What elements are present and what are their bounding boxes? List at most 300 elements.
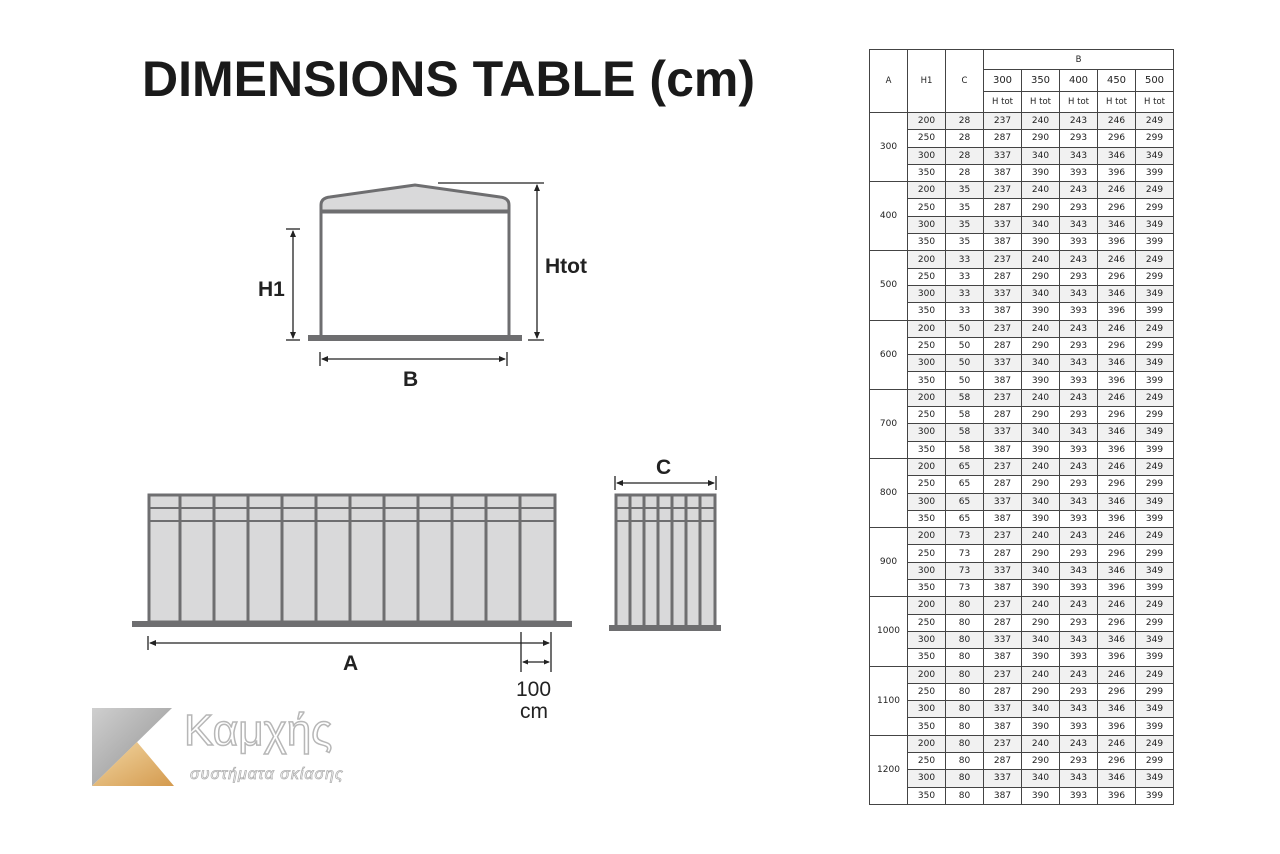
dimensions-table [869,49,1174,805]
htot-value-cell: 293 [1060,476,1098,493]
h1-value-cell: 200 [908,113,946,130]
htot-value-cell: 396 [1098,718,1136,735]
header-b: B [984,50,1174,70]
htot-value-cell: 237 [984,389,1022,406]
htot-value-cell: 346 [1098,770,1136,787]
htot-value-cell: 240 [1022,597,1060,614]
h1-value-cell: 200 [908,320,946,337]
htot-value-cell: 290 [1022,337,1060,354]
htot-value-cell: 387 [984,234,1022,251]
h1-value-cell: 350 [908,372,946,389]
htot-value-cell: 343 [1060,562,1098,579]
h1-value-cell: 350 [908,441,946,458]
htot-value-cell: 387 [984,164,1022,181]
a-value-cell: 400 [870,182,908,251]
htot-value-cell: 399 [1136,787,1174,804]
htot-value-cell: 396 [1098,787,1136,804]
htot-value-cell: 293 [1060,614,1098,631]
h1-value-cell: 250 [908,545,946,562]
h1-value-cell: 300 [908,562,946,579]
table-row [870,476,1174,493]
h1-value-cell: 350 [908,234,946,251]
htot-value-cell: 393 [1060,372,1098,389]
htot-value-cell: 240 [1022,735,1060,752]
htot-value-cell: 343 [1060,216,1098,233]
htot-value-cell: 396 [1098,580,1136,597]
htot-value-cell: 349 [1136,701,1174,718]
htot-value-cell: 387 [984,649,1022,666]
htot-value-cell: 343 [1060,631,1098,648]
htot-value-cell: 246 [1098,320,1136,337]
h1-value-cell: 300 [908,770,946,787]
htot-value-cell: 399 [1136,580,1174,597]
htot-value-cell: 349 [1136,355,1174,372]
c-value-cell: 80 [946,614,984,631]
h1-value-cell: 350 [908,303,946,320]
h1-value-cell: 200 [908,666,946,683]
htot-value-cell: 349 [1136,147,1174,164]
c-value-cell: 73 [946,528,984,545]
table-row [870,493,1174,510]
htot-value-cell: 287 [984,752,1022,769]
table-row [870,787,1174,804]
htot-value-cell: 296 [1098,545,1136,562]
table-row [870,631,1174,648]
table-row [870,268,1174,285]
c-value-cell: 65 [946,493,984,510]
htot-value-cell: 296 [1098,752,1136,769]
table-row [870,164,1174,181]
a-label: A [343,652,359,675]
htot-value-cell: 396 [1098,303,1136,320]
table-row [870,337,1174,354]
table-row [870,649,1174,666]
c-value-cell: 28 [946,147,984,164]
htot-value-cell: 337 [984,493,1022,510]
htot-value-cell: 249 [1136,666,1174,683]
htot-value-cell: 296 [1098,476,1136,493]
logo-subtitle: συστήματα σκίασης [190,766,344,783]
htot-value-cell: 237 [984,320,1022,337]
header-htot: H tot [1136,92,1174,113]
c-value-cell: 58 [946,407,984,424]
htot-value-cell: 399 [1136,234,1174,251]
htot-value-cell: 287 [984,476,1022,493]
table-row [870,735,1174,752]
htot-value-cell: 243 [1060,182,1098,199]
htot-value-cell: 240 [1022,113,1060,130]
htot-value-cell: 243 [1060,528,1098,545]
table-row [870,424,1174,441]
h1-value-cell: 200 [908,389,946,406]
h1-value-cell: 250 [908,199,946,216]
offset-unit-label: cm [520,700,548,723]
htot-value-cell: 343 [1060,493,1098,510]
htot-value-cell: 240 [1022,528,1060,545]
h1-value-cell: 200 [908,251,946,268]
a-value-cell: 1000 [870,597,908,666]
logo-mark-icon [92,706,182,788]
htot-value-cell: 337 [984,285,1022,302]
h1-value-cell: 200 [908,458,946,475]
htot-value-cell: 393 [1060,649,1098,666]
htot-value-cell: 246 [1098,182,1136,199]
table-row [870,701,1174,718]
c-value-cell: 35 [946,216,984,233]
brand-logo [92,706,392,796]
htot-value-cell: 396 [1098,510,1136,527]
htot-value-cell: 390 [1022,580,1060,597]
h1-value-cell: 250 [908,476,946,493]
htot-value-cell: 346 [1098,355,1136,372]
htot-value-cell: 390 [1022,787,1060,804]
htot-value-cell: 287 [984,268,1022,285]
h1-value-cell: 250 [908,407,946,424]
h1-value-cell: 200 [908,735,946,752]
htot-value-cell: 399 [1136,718,1174,735]
h1-value-cell: 250 [908,268,946,285]
htot-value-cell: 249 [1136,251,1174,268]
htot-value-cell: 287 [984,614,1022,631]
h1-value-cell: 200 [908,182,946,199]
h1-value-cell: 350 [908,580,946,597]
htot-value-cell: 293 [1060,545,1098,562]
htot-value-cell: 290 [1022,407,1060,424]
htot-value-cell: 246 [1098,458,1136,475]
htot-value-cell: 287 [984,407,1022,424]
htot-value-cell: 243 [1060,666,1098,683]
c-value-cell: 50 [946,355,984,372]
table-row [870,372,1174,389]
header-a: A [870,50,908,113]
htot-value-cell: 387 [984,441,1022,458]
htot-value-cell: 337 [984,701,1022,718]
a-value-cell: 300 [870,113,908,182]
c-value-cell: 35 [946,234,984,251]
htot-value-cell: 243 [1060,251,1098,268]
htot-value-cell: 340 [1022,285,1060,302]
h1-value-cell: 250 [908,337,946,354]
header-c: C [946,50,984,113]
c-value-cell: 80 [946,770,984,787]
htot-value-cell: 237 [984,597,1022,614]
htot-value-cell: 343 [1060,285,1098,302]
table-row [870,182,1174,199]
table-row [870,458,1174,475]
htot-value-cell: 393 [1060,580,1098,597]
c-value-cell: 80 [946,752,984,769]
htot-value-cell: 243 [1060,389,1098,406]
c-value-cell: 73 [946,580,984,597]
c-value-cell: 80 [946,649,984,666]
table-row [870,770,1174,787]
htot-value-cell: 346 [1098,631,1136,648]
htot-value-cell: 246 [1098,735,1136,752]
table-row [870,683,1174,700]
h1-value-cell: 350 [908,510,946,527]
htot-value-cell: 390 [1022,718,1060,735]
h1-value-cell: 350 [908,164,946,181]
a-value-cell: 500 [870,251,908,320]
h1-value-cell: 300 [908,493,946,510]
htot-value-cell: 337 [984,562,1022,579]
htot-value-cell: 296 [1098,199,1136,216]
htot-value-cell: 340 [1022,493,1060,510]
htot-value-cell: 399 [1136,441,1174,458]
htot-value-cell: 337 [984,424,1022,441]
header-b-value: 350 [1022,70,1060,92]
table-row [870,614,1174,631]
htot-value-cell: 346 [1098,216,1136,233]
htot-value-cell: 243 [1060,597,1098,614]
h1-value-cell: 300 [908,631,946,648]
h1-value-cell: 300 [908,355,946,372]
table-row [870,251,1174,268]
htot-value-cell: 249 [1136,528,1174,545]
a-value-cell: 900 [870,528,908,597]
htot-value-cell: 337 [984,631,1022,648]
c-value-cell: 73 [946,562,984,579]
htot-value-cell: 349 [1136,562,1174,579]
c-value-cell: 80 [946,718,984,735]
c-value-cell: 80 [946,787,984,804]
c-value-cell: 58 [946,441,984,458]
htot-value-cell: 349 [1136,493,1174,510]
htot-value-cell: 287 [984,337,1022,354]
h1-value-cell: 250 [908,614,946,631]
header-b-value: 400 [1060,70,1098,92]
htot-value-cell: 249 [1136,113,1174,130]
c-value-cell: 28 [946,164,984,181]
table-row [870,216,1174,233]
table-row [870,580,1174,597]
offset-value-label: 100 [516,678,552,701]
htot-value-cell: 393 [1060,441,1098,458]
htot-value-cell: 293 [1060,130,1098,147]
htot-value-cell: 387 [984,787,1022,804]
c-value-cell: 28 [946,130,984,147]
htot-value-cell: 290 [1022,199,1060,216]
c-value-cell: 58 [946,389,984,406]
htot-value-cell: 237 [984,458,1022,475]
htot-value-cell: 243 [1060,320,1098,337]
htot-value-cell: 240 [1022,320,1060,337]
h1-value-cell: 300 [908,285,946,302]
side-view-drawing [132,495,572,672]
front-view-drawing [286,183,544,366]
htot-value-cell: 393 [1060,234,1098,251]
table-row [870,234,1174,251]
table-row [870,113,1174,130]
header-b-value: 450 [1098,70,1136,92]
table-row [870,441,1174,458]
htot-value-cell: 243 [1060,458,1098,475]
dimensions-table-body [870,113,1174,805]
htot-value-cell: 399 [1136,303,1174,320]
htot-value-cell: 349 [1136,216,1174,233]
c-value-cell: 65 [946,476,984,493]
htot-value-cell: 249 [1136,389,1174,406]
c-label: C [656,456,672,479]
htot-value-cell: 246 [1098,389,1136,406]
header-htot: H tot [1060,92,1098,113]
htot-value-cell: 240 [1022,458,1060,475]
table-row [870,147,1174,164]
htot-label: Htot [545,255,587,278]
htot-value-cell: 343 [1060,770,1098,787]
htot-value-cell: 340 [1022,424,1060,441]
htot-value-cell: 296 [1098,407,1136,424]
htot-value-cell: 337 [984,147,1022,164]
htot-value-cell: 399 [1136,649,1174,666]
htot-value-cell: 349 [1136,770,1174,787]
htot-value-cell: 246 [1098,113,1136,130]
htot-value-cell: 340 [1022,701,1060,718]
end-view-drawing [609,476,721,631]
htot-value-cell: 249 [1136,458,1174,475]
htot-value-cell: 290 [1022,476,1060,493]
c-value-cell: 80 [946,631,984,648]
h1-label: H1 [258,278,285,301]
htot-value-cell: 340 [1022,562,1060,579]
table-row [870,528,1174,545]
htot-value-cell: 387 [984,303,1022,320]
htot-value-cell: 387 [984,510,1022,527]
htot-value-cell: 299 [1136,130,1174,147]
htot-value-cell: 237 [984,182,1022,199]
htot-value-cell: 390 [1022,372,1060,389]
c-value-cell: 80 [946,735,984,752]
htot-value-cell: 396 [1098,164,1136,181]
htot-value-cell: 249 [1136,320,1174,337]
htot-value-cell: 390 [1022,649,1060,666]
htot-value-cell: 290 [1022,268,1060,285]
htot-value-cell: 393 [1060,510,1098,527]
htot-value-cell: 343 [1060,355,1098,372]
htot-value-cell: 390 [1022,303,1060,320]
a-value-cell: 1100 [870,666,908,735]
b-label: B [403,368,419,391]
htot-value-cell: 293 [1060,337,1098,354]
table-row [870,407,1174,424]
header-b-value: 500 [1136,70,1174,92]
htot-value-cell: 343 [1060,424,1098,441]
table-row [870,199,1174,216]
h1-value-cell: 300 [908,424,946,441]
htot-value-cell: 237 [984,113,1022,130]
htot-value-cell: 393 [1060,718,1098,735]
table-row [870,320,1174,337]
htot-value-cell: 387 [984,580,1022,597]
htot-value-cell: 299 [1136,199,1174,216]
c-value-cell: 33 [946,251,984,268]
htot-value-cell: 396 [1098,441,1136,458]
table-row [870,389,1174,406]
c-value-cell: 33 [946,285,984,302]
htot-value-cell: 290 [1022,545,1060,562]
htot-value-cell: 290 [1022,130,1060,147]
htot-value-cell: 390 [1022,441,1060,458]
a-value-cell: 1200 [870,735,908,804]
c-value-cell: 65 [946,510,984,527]
htot-value-cell: 343 [1060,701,1098,718]
c-value-cell: 50 [946,372,984,389]
htot-value-cell: 237 [984,735,1022,752]
htot-value-cell: 299 [1136,268,1174,285]
table-row [870,355,1174,372]
htot-value-cell: 387 [984,372,1022,389]
htot-value-cell: 249 [1136,597,1174,614]
table-row [870,752,1174,769]
htot-value-cell: 237 [984,666,1022,683]
page-title: DIMENSIONS TABLE (cm) [142,51,755,107]
htot-value-cell: 293 [1060,407,1098,424]
htot-value-cell: 349 [1136,424,1174,441]
header-htot: H tot [1098,92,1136,113]
a-value-cell: 800 [870,458,908,527]
htot-value-cell: 337 [984,216,1022,233]
htot-value-cell: 343 [1060,147,1098,164]
htot-value-cell: 399 [1136,510,1174,527]
c-value-cell: 80 [946,683,984,700]
htot-value-cell: 396 [1098,234,1136,251]
htot-value-cell: 237 [984,251,1022,268]
htot-value-cell: 296 [1098,337,1136,354]
htot-value-cell: 396 [1098,372,1136,389]
c-value-cell: 65 [946,458,984,475]
htot-value-cell: 293 [1060,268,1098,285]
htot-value-cell: 340 [1022,355,1060,372]
htot-value-cell: 346 [1098,562,1136,579]
htot-value-cell: 299 [1136,545,1174,562]
c-value-cell: 50 [946,320,984,337]
htot-value-cell: 299 [1136,614,1174,631]
c-value-cell: 33 [946,303,984,320]
htot-value-cell: 299 [1136,476,1174,493]
h1-value-cell: 250 [908,130,946,147]
h1-value-cell: 300 [908,147,946,164]
htot-value-cell: 299 [1136,337,1174,354]
htot-value-cell: 393 [1060,303,1098,320]
htot-value-cell: 296 [1098,683,1136,700]
h1-value-cell: 350 [908,649,946,666]
c-value-cell: 80 [946,666,984,683]
h1-value-cell: 350 [908,787,946,804]
htot-value-cell: 340 [1022,147,1060,164]
table-row [870,718,1174,735]
header-htot: H tot [1022,92,1060,113]
htot-value-cell: 240 [1022,666,1060,683]
htot-value-cell: 349 [1136,285,1174,302]
htot-value-cell: 243 [1060,113,1098,130]
htot-value-cell: 293 [1060,752,1098,769]
c-value-cell: 80 [946,701,984,718]
htot-value-cell: 349 [1136,631,1174,648]
c-value-cell: 50 [946,337,984,354]
htot-value-cell: 390 [1022,234,1060,251]
header-h1: H1 [908,50,946,113]
table-row [870,285,1174,302]
htot-value-cell: 390 [1022,164,1060,181]
htot-value-cell: 246 [1098,528,1136,545]
h1-value-cell: 250 [908,683,946,700]
htot-value-cell: 293 [1060,683,1098,700]
c-value-cell: 33 [946,268,984,285]
htot-value-cell: 399 [1136,372,1174,389]
c-value-cell: 35 [946,199,984,216]
htot-value-cell: 299 [1136,752,1174,769]
htot-value-cell: 396 [1098,649,1136,666]
